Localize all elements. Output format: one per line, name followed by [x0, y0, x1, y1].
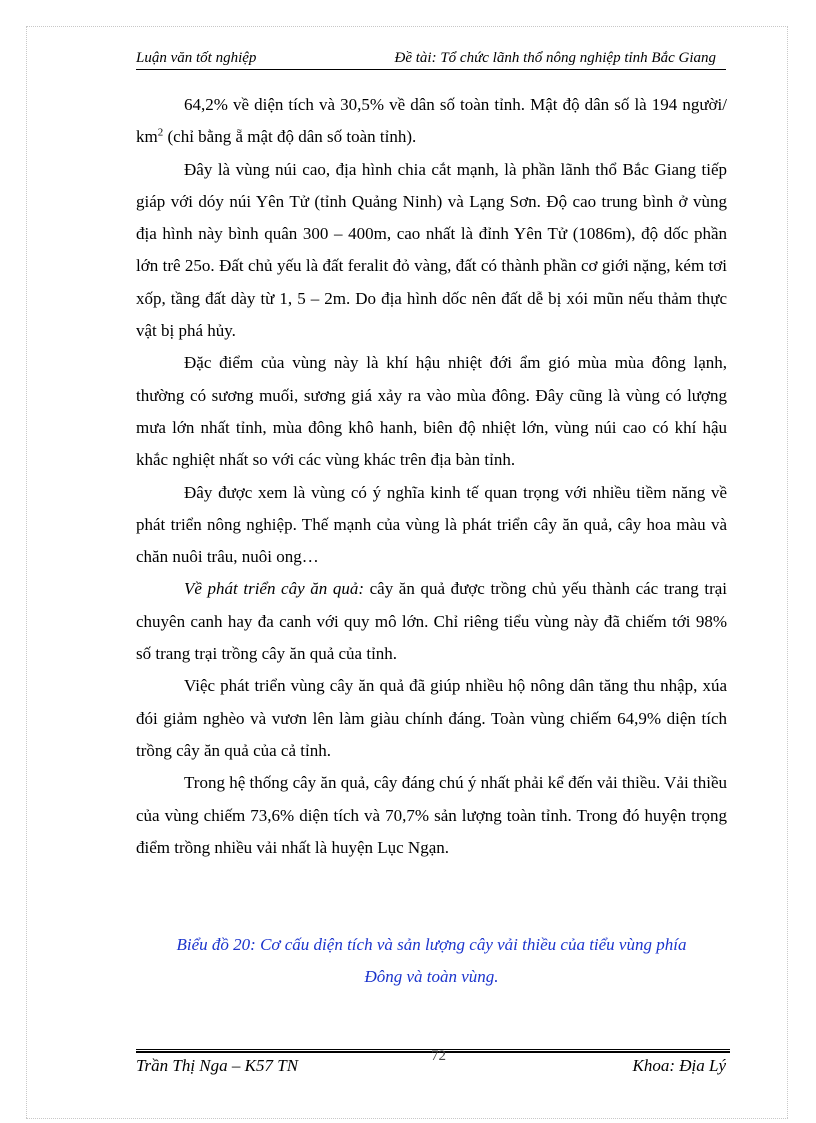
paragraph-1-tail: (chỉ bằng ẵ mật độ dân số toàn tỉnh). [163, 127, 417, 147]
paragraph-4: Đây được xem là vùng có ý nghĩa kinh tế quan trọng với nhiều tiềm năng về phát triển nông nghiệp. Thế mạnh của vùng là phát triển cây ăn quả, cây hoa màu và chăn nuôi trâu, nuôi ong… [136, 482, 727, 567]
paragraph-6: Việc phát triển vùng cây ăn quả đã giúp nhiều hộ nông dân tăng thu nhập, xúa đói giảm nghèo và vươn lên làm giàu chính đáng. Toàn vùng chiếm 64,9% diện tích trồng cây ăn quả của cả tỉnh. [136, 676, 727, 760]
header-topic-title: Đề tài: Tổ chức lãnh thổ nông nghiệp tỉnh Bắc Giang [394, 50, 716, 66]
paragraph-5-text: cây ăn quả được trồng chủ yếu thành các trang trại chuyên canh hay đa canh với quy mô lớn. Chỉ riêng tiểu vùng này đã chiếm tới 98% số trang trại trồng cây ăn quả của tỉnh. [136, 579, 727, 664]
paragraph-2: Đây là vùng núi cao, địa hình chia cắt mạnh, là phần lãnh thổ Bắc Giang tiếp giáp với dóy núi Yên Tử (tỉnh Quảng Ninh) và Lạng Sơn. Độ cao trung bình ở vùng địa hình này bình quân 300 – 400m, cao nhất là đỉnh Yên Tử (1086m), độ dốc phần lớn trê 25o. Đất chủ yếu là đất feralit đỏ vàng, đất có thành phần cơ giới nặng, kém tơi xốp, tầng đất dày từ 1, 5 – 2m. Do địa hình dốc nên đất dễ bị xói mũn nếu thảm thực vật bị phá hủy. [136, 159, 727, 341]
paragraph-5-lead: Về phát triển cây ăn quả: [184, 579, 365, 599]
superscript-2: 2 [157, 126, 164, 139]
chart-caption [136, 929, 727, 993]
page-number: 72 [431, 1048, 446, 1064]
page-footer [136, 1048, 730, 1083]
paragraph-3: Đặc điểm của vùng này là khí hậu nhiệt đới ẩm gió mùa mùa đông lạnh, thường có sương muối, sương giá xảy ra vào mùa đông. Đây cũng là vùng có lượng mưa lớn nhất tỉnh, mùa đông khô hanh, biên độ nhiệt lớn, vùng núi cao có khí hậu khắc nghiệt nhất so với các vùng khác trên địa bàn tỉnh. [136, 353, 727, 470]
caption-line-2: Đông và toàn vùng. [364, 967, 499, 986]
caption-line-1: Biểu đồ 20: Cơ cấu diện tích và sản lượng cây vải thiều của tiểu vùng phía [176, 935, 687, 954]
paragraph-1 [136, 89, 727, 154]
page-header [136, 47, 726, 70]
header-thesis-label: Luận văn tốt nghiệp [136, 50, 257, 66]
paragraph-7: Trong hệ thống cây ăn quả, cây đáng chú ý nhất phải kể đến vải thiều. Vải thiều của vùng chiếm 73,6% diện tích và 70,7% sản lượng toàn tỉnh. Trong đó huyện trọng điểm trồng nhiều vải nhất là huyện Lục Ngạn. [136, 773, 727, 857]
footer-author: Trần Thị Nga – K57 TN [136, 1056, 299, 1075]
page-bottom-border [26, 1118, 788, 1119]
footer-faculty: Khoa: Địa Lý [632, 1056, 726, 1075]
paragraph-1-text: 64,2% về diện tích và 30,5% về dân số toàn tỉnh. Mật độ dân số là 194 người/ km [136, 95, 727, 147]
main-content [136, 89, 727, 864]
paragraph-5 [136, 573, 727, 670]
